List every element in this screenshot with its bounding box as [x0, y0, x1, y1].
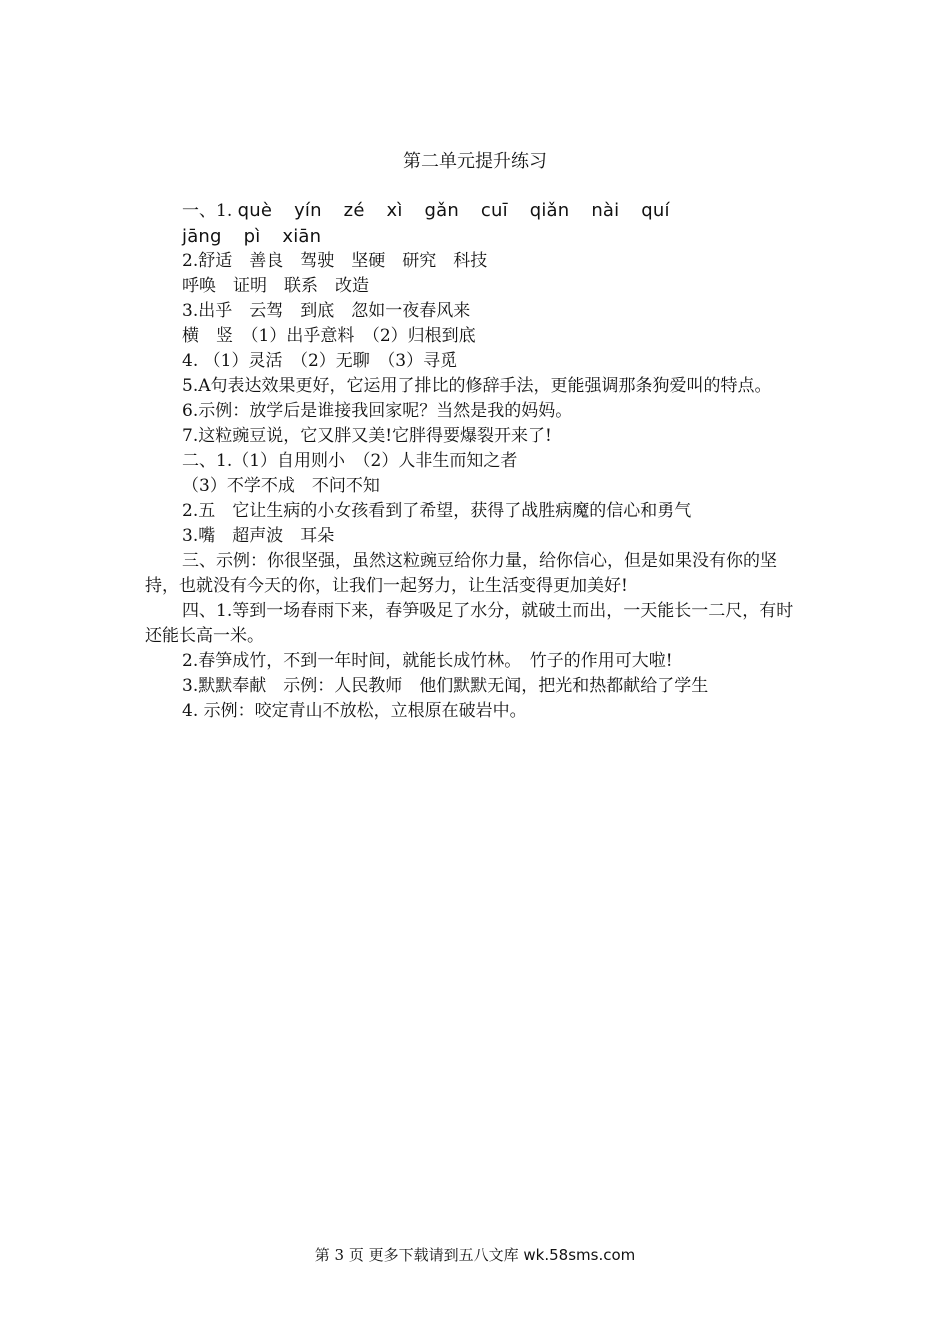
section-1-q2-line-2: 呼唤 证明 联系 改造: [182, 276, 369, 296]
section-1-q2-line-1: 2.舒适 善良 驾驶 坚硬 研究 科技: [182, 251, 488, 271]
pinyin-word: quí: [641, 200, 670, 221]
pinyin-word: gǎn: [424, 200, 459, 221]
section-1-q4: 4. （1）灵活 （2）无聊 （3）寻觅: [182, 351, 458, 371]
section-4-q1: 四、1.等到一场春雨下来，春笋吸足了水分，就破土而出，一天能长一二尺，有时还能长高一米。: [145, 601, 794, 646]
q1-label: 一、1.: [182, 201, 233, 221]
pinyin-word: què: [237, 200, 273, 221]
pinyin-word: zé: [343, 200, 365, 221]
page-footer: [0, 1245, 950, 1265]
pinyin-word: yín: [294, 200, 322, 221]
section-1-q3-line-2: 横 竖 （1）出乎意料 （2）归根到底: [182, 326, 476, 346]
pinyin-word: qiǎn: [529, 200, 570, 221]
section-1-q3-line-1: 3.出乎 云驾 到底 忽如一夜春风来: [182, 301, 471, 321]
section-3: 三、示例：你很坚强，虽然这粒豌豆给你力量，给你信心，但是如果没有你的坚持，也就没有今天的你，让我们一起努力，让生活变得更加美好!: [145, 551, 777, 596]
pinyin-word: jāng: [182, 226, 222, 247]
section-1-q6: 6.示例：放学后是谁接我回家呢？当然是我的妈妈。: [182, 401, 573, 421]
section-2-q2: 2.五 它让生病的小女孩看到了希望，获得了战胜病魔的信心和勇气: [182, 501, 692, 521]
section-2-q1-line-2: （3）不学不成 不问不知: [182, 476, 380, 496]
section-1-q7: 7.这粒豌豆说，它又胖又美!它胖得要爆裂开来了!: [182, 426, 552, 446]
section-4-q3: 3.默默奉献 示例：人民教师 他们默默无闻，把光和热都献给了学生: [182, 676, 709, 696]
page-title: 第二单元提升练习: [403, 151, 547, 172]
pinyin-word: nài: [591, 200, 620, 221]
footer-url: wk.58sms.com: [523, 1246, 636, 1264]
pinyin-group-a: [238, 200, 670, 221]
footer-page-text: 第 3 页 更多下载请到五八文库: [314, 1246, 519, 1264]
pinyin-word: cuī: [480, 200, 508, 221]
section-2-q3: 3.嘴 超声波 耳朵: [182, 526, 335, 546]
section-2-q1-line-1: 二、1.（1）自用则小 （2）人非生而知之者: [182, 451, 518, 471]
section-1-q5: 5.A句表达效果更好，它运用了排比的修辞手法，更能强调那条狗爱叫的特点。: [182, 376, 772, 396]
answer-body: [145, 198, 805, 724]
section-1-q1-pinyin-row-2: [145, 224, 805, 249]
pinyin-word: xiān: [282, 226, 322, 247]
section-1-q1-pinyin-row-1: [145, 198, 805, 224]
pinyin-word: pì: [243, 226, 261, 247]
pinyin-word: xì: [386, 200, 403, 221]
section-4-q2: 2.春笋成竹，不到一年时间，就能长成竹林。 竹子的作用可大啦!: [182, 651, 673, 671]
section-4-q4: 4. 示例：咬定青山不放松，立根原在破岩中。: [182, 701, 527, 721]
